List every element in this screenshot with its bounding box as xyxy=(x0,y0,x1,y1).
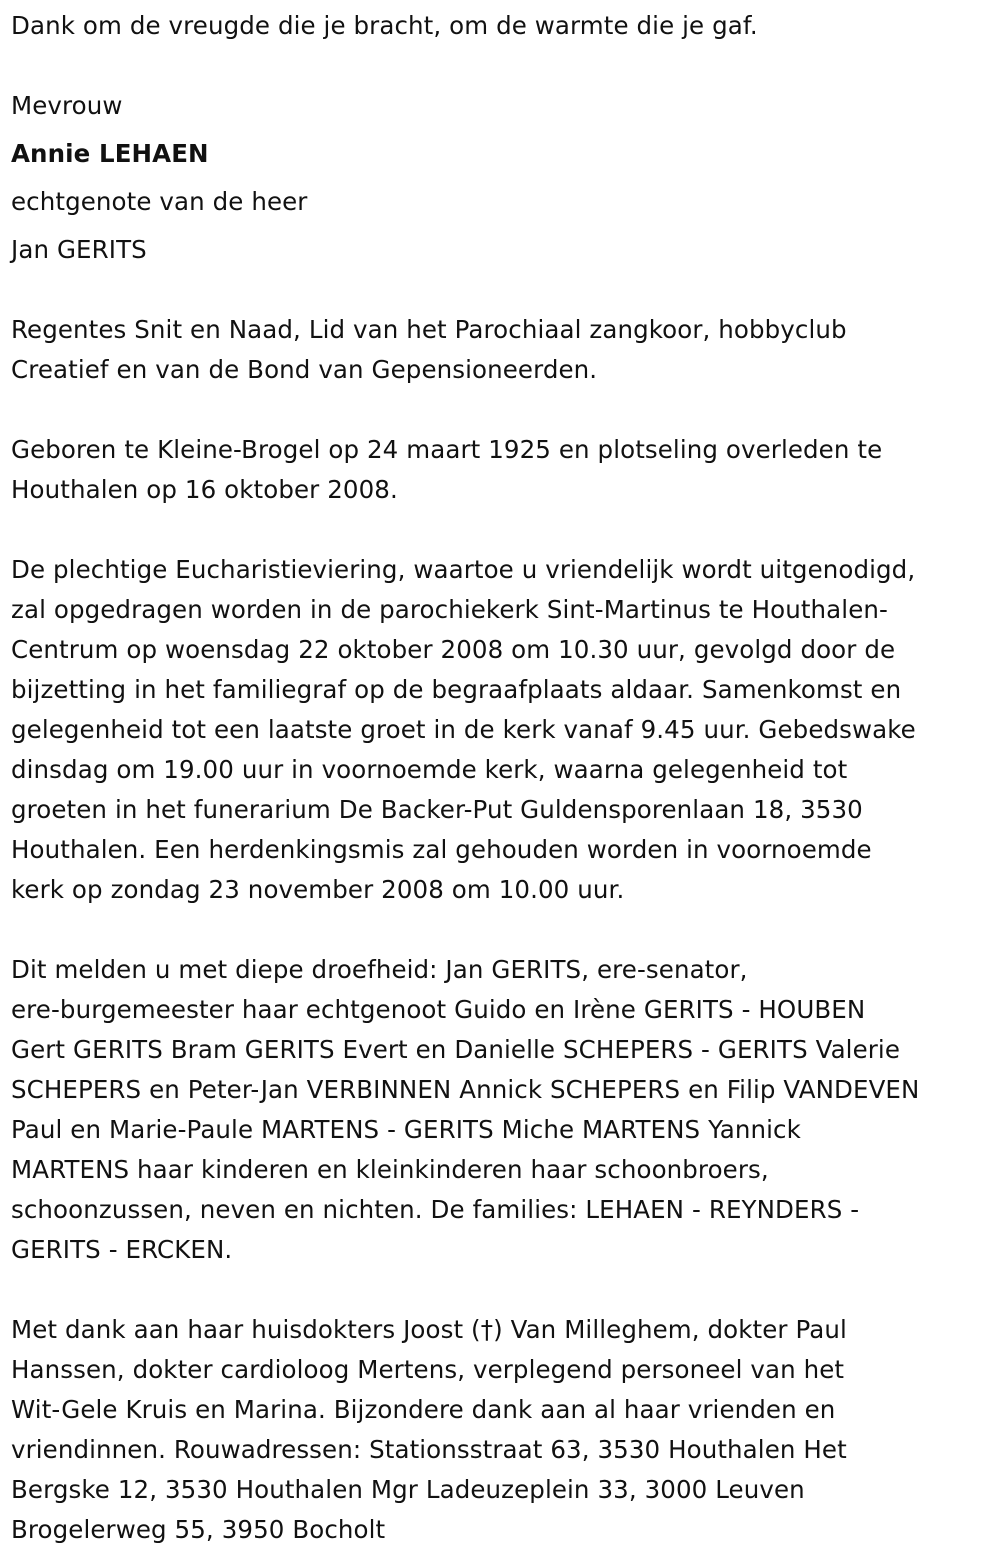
thanks-line: Wit-Gele Kruis en Marina. Bijzondere dank aan al haar vrienden en xyxy=(11,1395,836,1424)
opening-line: Dank om de vreugde die je bracht, om de warmte die je gaf. xyxy=(11,11,758,40)
ceremony-line: bijzetting in het familiegraf op de begraafplaats aldaar. Samenkomst en xyxy=(11,675,902,704)
relation-text: echtgenote van de heer xyxy=(11,187,308,216)
ceremony-line: kerk op zondag 23 november 2008 om 10.00 uur. xyxy=(11,875,625,904)
family-line: MARTENS haar kinderen en kleinkinderen haar schoonbroers, xyxy=(11,1155,769,1184)
thanks-paragraph xyxy=(11,1310,991,1550)
family-line: SCHEPERS en Peter-Jan VERBINNEN Annick SCHEPERS en Filip VANDEVEN xyxy=(11,1075,920,1104)
birth-line: Houthalen op 16 oktober 2008. xyxy=(11,475,398,504)
family-paragraph xyxy=(11,950,991,1270)
family-line: Paul en Marie-Paule MARTENS - GERITS Miche MARTENS Yannick xyxy=(11,1115,801,1144)
honorific: Mevrouw xyxy=(11,91,123,120)
bio-paragraph xyxy=(11,310,991,390)
spouse-name: Jan GERITS xyxy=(11,235,147,264)
thanks-line: Met dank aan haar huisdokters Joost (†) Van Milleghem, dokter Paul xyxy=(11,1315,847,1344)
ceremony-line: De plechtige Eucharistieviering, waartoe u vriendelijk wordt uitgenodigd, xyxy=(11,555,916,584)
thanks-line: vriendinnen. Rouwadressen: Stationsstraat 63, 3530 Houthalen Het xyxy=(11,1435,847,1464)
obituary-document xyxy=(11,0,991,1550)
bio-line: Creatief en van de Bond van Gepensioneerden. xyxy=(11,355,598,384)
family-line: Dit melden u met diepe droefheid: Jan GERITS, ere-senator, xyxy=(11,955,748,984)
family-line: GERITS - ERCKEN. xyxy=(11,1235,233,1264)
ceremony-line: zal opgedragen worden in de parochiekerk Sint-Martinus te Houthalen- xyxy=(11,595,888,624)
ceremony-line: Houthalen. Een herdenkingsmis zal gehouden worden in voornoemde xyxy=(11,835,872,864)
family-line: ere-burgemeester haar echtgenoot Guido en Irène GERITS - HOUBEN xyxy=(11,995,866,1024)
bio-line: Regentes Snit en Naad, Lid van het Parochiaal zangkoor, hobbyclub xyxy=(11,315,847,344)
thanks-line: Bergske 12, 3530 Houthalen Mgr Ladeuzeplein 33, 3000 Leuven xyxy=(11,1475,805,1504)
family-line: schoonzussen, neven en nichten. De families: LEHAEN - REYNDERS - xyxy=(11,1195,860,1224)
thanks-line: Hanssen, dokter cardioloog Mertens, verplegend personeel van het xyxy=(11,1355,845,1384)
thanks-line: Brogelerweg 55, 3950 Bocholt xyxy=(11,1515,386,1544)
family-line: Gert GERITS Bram GERITS Evert en Danielle SCHEPERS - GERITS Valerie xyxy=(11,1035,901,1064)
ceremony-line: gelegenheid tot een laatste groet in de kerk vanaf 9.45 uur. Gebedswake xyxy=(11,715,916,744)
ceremony-paragraph xyxy=(11,550,991,910)
ceremony-line: groeten in het funerarium De Backer-Put Guldensporenlaan 18, 3530 xyxy=(11,795,863,824)
birth-line: Geboren te Kleine-Brogel op 24 maart 1925 en plotseling overleden te xyxy=(11,435,883,464)
deceased-name: Annie LEHAEN xyxy=(11,139,209,168)
ceremony-line: dinsdag om 19.00 uur in voornoemde kerk, waarna gelegenheid tot xyxy=(11,755,848,784)
birth-paragraph xyxy=(11,430,991,510)
ceremony-line: Centrum op woensdag 22 oktober 2008 om 10.30 uur, gevolgd door de xyxy=(11,635,896,664)
